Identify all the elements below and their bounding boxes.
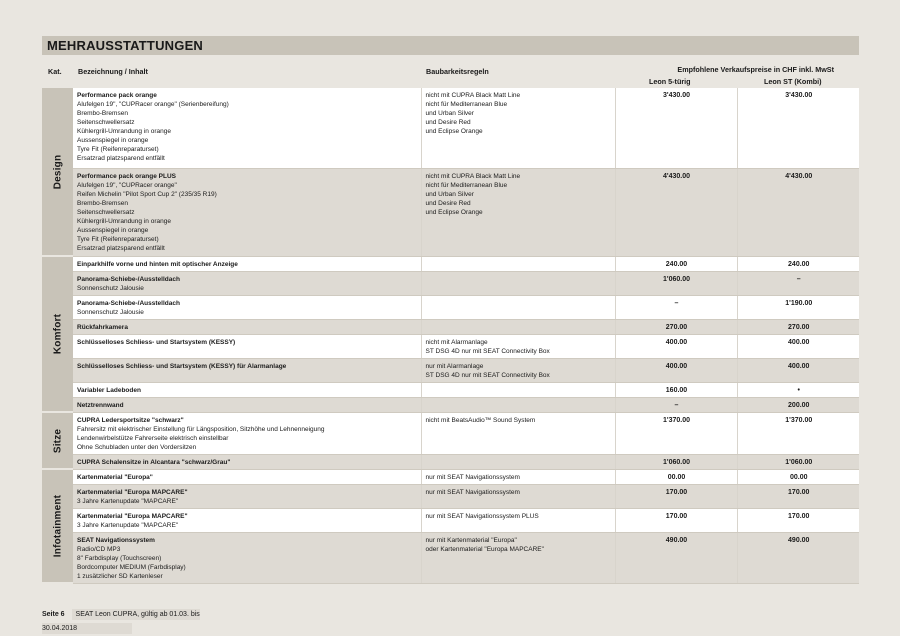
item-detail: Ohne Schubladen unter den Vordersitzen	[77, 443, 197, 451]
table-row	[42, 168, 859, 256]
item-detail: Bordcomputer MEDIUM (Farbdisplay)	[77, 563, 186, 571]
item-rules	[421, 484, 615, 508]
price-leon-st: –	[737, 271, 859, 295]
page-number: Seite 6	[42, 611, 65, 618]
table-row	[42, 256, 859, 271]
rule-line: und Urban Silver	[425, 190, 474, 198]
table-row	[42, 469, 859, 484]
rule-line: und Desire Red	[425, 119, 471, 126]
header-kat: Kat.	[48, 67, 62, 76]
item-name: CUPRA Ledersportsitze "schwarz"	[77, 416, 184, 424]
price-leon-st: 1'370.00	[737, 412, 859, 454]
item-detail: Lendenwirbelstütze Fahrerseite elektrisch einstellbar	[77, 434, 229, 442]
item-name: Schlüsselloses Schliess- und Startsystem (KESSY)	[77, 338, 236, 346]
item-name: Performance pack orange PLUS	[77, 172, 176, 180]
item-detail: Kühlergrill-Umrandung in orange	[77, 128, 171, 135]
item-detail: Seitenschwellersatz	[77, 119, 135, 126]
price-leon-5-tuerig: 240.00	[615, 256, 737, 271]
table-row	[42, 397, 859, 412]
rule-line: nicht für Mediterranean Blue	[425, 101, 508, 108]
price-leon-st: 1'060.00	[737, 454, 859, 469]
item-rules	[421, 454, 615, 469]
header-leon5: Leon 5-türig	[649, 77, 691, 86]
price-leon-5-tuerig: 490.00	[615, 532, 737, 583]
item-detail: Seitenschwellersatz	[77, 208, 135, 216]
item-description	[73, 319, 421, 334]
item-name: Einparkhilfe vorne und hinten mit optischer Anzeige	[77, 260, 238, 268]
price-leon-st: 400.00	[737, 334, 859, 358]
item-name: Netztrennwand	[77, 401, 124, 409]
item-description	[73, 334, 421, 358]
category-label: Infotainment	[52, 494, 63, 558]
item-name: Rückfahrkamera	[77, 323, 128, 331]
price-leon-st: 4'430.00	[737, 168, 859, 256]
item-rules	[421, 295, 615, 319]
item-name: Kartenmaterial "Europa"	[77, 473, 153, 481]
table-row	[42, 382, 859, 397]
rule-line: nur mit Alarmanlage	[425, 362, 484, 370]
item-name: Performance pack orange	[77, 92, 157, 99]
table-header	[42, 55, 859, 88]
price-leon-5-tuerig: 00.00	[615, 469, 737, 484]
item-description	[73, 256, 421, 271]
table-row	[42, 358, 859, 382]
price-leon-st: 200.00	[737, 397, 859, 412]
item-rules	[421, 397, 615, 412]
category-label: Komfort	[52, 313, 63, 355]
rule-line: nur mit SEAT Navigationssystem	[425, 473, 520, 481]
item-detail: Tyre Fit (Reifenreparaturset)	[77, 235, 159, 243]
item-description	[73, 397, 421, 412]
price-leon-5-tuerig: 170.00	[615, 484, 737, 508]
price-leon-st: •	[737, 382, 859, 397]
price-leon-st: 170.00	[737, 508, 859, 532]
item-detail: Brembo-Bremsen	[77, 110, 128, 117]
item-name: CUPRA Schalensitze in Alcantara "schwarz/Grau"	[77, 458, 231, 466]
table-row	[42, 532, 859, 583]
item-detail: Radio/CD MP3	[77, 545, 121, 553]
price-leon-5-tuerig: 170.00	[615, 508, 737, 532]
category-cell	[42, 469, 73, 583]
category-cell	[42, 256, 73, 412]
rule-line: und Eclipse Orange	[425, 128, 483, 135]
price-leon-5-tuerig: –	[615, 295, 737, 319]
price-leon-st: 400.00	[737, 358, 859, 382]
item-name: Kartenmaterial "Europa MAPCARE"	[77, 512, 188, 520]
item-description	[73, 295, 421, 319]
price-leon-st: 270.00	[737, 319, 859, 334]
item-rules	[421, 382, 615, 397]
options-table-sheet	[42, 36, 859, 584]
item-detail: Ersatzrad platzsparend entfällt	[77, 244, 165, 252]
price-leon-st: 1'190.00	[737, 295, 859, 319]
item-rules	[421, 412, 615, 454]
item-detail: 8" Farbdisplay (Touchscreen)	[77, 554, 162, 562]
rule-line: oder Kartenmaterial "Europa MAPCARE"	[425, 545, 544, 553]
table-row	[42, 484, 859, 508]
item-rules	[421, 508, 615, 532]
item-detail: 3 Jahre Kartenupdate "MAPCARE"	[77, 497, 179, 505]
table-row	[42, 319, 859, 334]
category-cell	[42, 412, 73, 469]
price-leon-st: 00.00	[737, 469, 859, 484]
page-title: MEHRAUSSTATTUNGEN	[42, 36, 859, 55]
item-detail: Sonnenschutz Jalousie	[77, 284, 144, 292]
page-footer	[42, 608, 288, 632]
item-name: Kartenmaterial "Europa MAPCARE"	[77, 488, 188, 496]
rule-line: und Urban Silver	[425, 110, 474, 117]
options-table	[42, 88, 859, 584]
item-rules	[421, 168, 615, 256]
price-leon-5-tuerig: 3'430.00	[615, 88, 737, 168]
table-row	[42, 295, 859, 319]
item-name: Variabler Ladeboden	[77, 386, 141, 394]
rule-line: nicht mit BeatsAudio™ Sound System	[425, 416, 536, 424]
item-rules	[421, 334, 615, 358]
rule-line: nur mit Kartenmaterial "Europa"	[425, 536, 517, 544]
item-name: SEAT Navigationssystem	[77, 536, 155, 544]
item-detail: Alufelgen 19", "CUPRacer orange"	[77, 181, 177, 189]
table-row	[42, 412, 859, 454]
rule-line: nur mit SEAT Navigationssystem PLUS	[425, 512, 539, 520]
item-rules	[421, 319, 615, 334]
item-rules	[421, 88, 615, 168]
item-detail: Ersatzrad platzsparend entfällt	[77, 155, 165, 162]
item-description	[73, 484, 421, 508]
item-detail: Alufelgen 19", "CUPRacer orange" (Serienbereifung)	[77, 101, 229, 108]
item-description	[73, 271, 421, 295]
item-detail: Aussenspiegel in orange	[77, 137, 149, 144]
header-regeln: Baubarkeitsregeln	[426, 67, 489, 76]
item-detail: Sonnenschutz Jalousie	[77, 308, 144, 316]
item-name: Schlüsselloses Schliess- und Startsystem (KESSY) für Alarmanlage	[77, 362, 287, 370]
header-bezeichnung: Bezeichnung / Inhalt	[78, 67, 148, 76]
item-rules	[421, 358, 615, 382]
item-description	[73, 454, 421, 469]
rule-line: und Eclipse Orange	[425, 208, 483, 216]
item-detail: Reifen Michelin "Pilot Sport Cup 2" (235/35 R19)	[77, 190, 217, 198]
rule-line: nicht mit CUPRA Black Matt Line	[425, 92, 521, 99]
item-detail: Aussenspiegel in orange	[77, 226, 149, 234]
table-row	[42, 454, 859, 469]
rule-line: nicht für Mediterranean Blue	[425, 181, 508, 189]
price-leon-st: 240.00	[737, 256, 859, 271]
item-description	[73, 382, 421, 397]
item-description	[73, 88, 421, 168]
table-row	[42, 271, 859, 295]
price-leon-st: 490.00	[737, 532, 859, 583]
rule-line: nicht mit Alarmanlage	[425, 338, 488, 346]
table-row	[42, 508, 859, 532]
item-rules	[421, 469, 615, 484]
item-rules	[421, 256, 615, 271]
rule-line: ST DSG 4D nur mit SEAT Connectivity Box	[425, 371, 550, 379]
item-name: Panorama-Schiebe-/Ausstelldach	[77, 299, 180, 307]
price-leon-st: 3'430.00	[737, 88, 859, 168]
footer-text: SEAT Leon CUPRA, gültig ab 01.03. bis 30.04.2018	[42, 611, 200, 632]
price-leon-5-tuerig: –	[615, 397, 737, 412]
price-leon-5-tuerig: 400.00	[615, 334, 737, 358]
item-detail: Tyre Fit (Reifenreparaturset)	[77, 146, 159, 153]
item-description	[73, 469, 421, 484]
item-detail: Brembo-Bremsen	[77, 199, 128, 207]
rule-line: nur mit SEAT Navigationssystem	[425, 488, 520, 496]
category-label: Sitze	[52, 428, 63, 453]
category-cell	[42, 88, 73, 256]
rule-line: nicht mit CUPRA Black Matt Line	[425, 172, 521, 180]
price-leon-5-tuerig: 1'370.00	[615, 412, 737, 454]
price-leon-st: 170.00	[737, 484, 859, 508]
item-description	[73, 532, 421, 583]
price-leon-5-tuerig: 1'060.00	[615, 454, 737, 469]
item-detail: 1 zusätzlicher SD Kartenleser	[77, 572, 163, 580]
price-leon-5-tuerig: 400.00	[615, 358, 737, 382]
table-row	[42, 88, 859, 168]
item-description	[73, 358, 421, 382]
item-description	[73, 508, 421, 532]
rule-line: und Desire Red	[425, 199, 471, 207]
price-leon-5-tuerig: 4'430.00	[615, 168, 737, 256]
price-leon-5-tuerig: 1'060.00	[615, 271, 737, 295]
price-leon-5-tuerig: 270.00	[615, 319, 737, 334]
item-rules	[421, 532, 615, 583]
item-name: Panorama-Schiebe-/Ausstelldach	[77, 275, 180, 283]
item-detail: Fahrersitz mit elektrischer Einstellung für Längsposition, Sitzhöhe und Lehnenneigung	[77, 425, 325, 433]
table-row	[42, 334, 859, 358]
item-detail: 3 Jahre Kartenupdate "MAPCARE"	[77, 521, 179, 529]
item-detail: Kühlergrill-Umrandung in orange	[77, 217, 171, 225]
header-preise: Empfohlene Verkaufspreise in CHF inkl. MwSt	[677, 65, 834, 74]
price-leon-5-tuerig: 160.00	[615, 382, 737, 397]
item-rules	[421, 271, 615, 295]
category-label: Design	[52, 154, 63, 189]
item-description	[73, 168, 421, 256]
item-description	[73, 412, 421, 454]
header-leonst: Leon ST (Kombi)	[764, 77, 822, 86]
rule-line: ST DSG 4D nur mit SEAT Connectivity Box	[425, 347, 550, 355]
